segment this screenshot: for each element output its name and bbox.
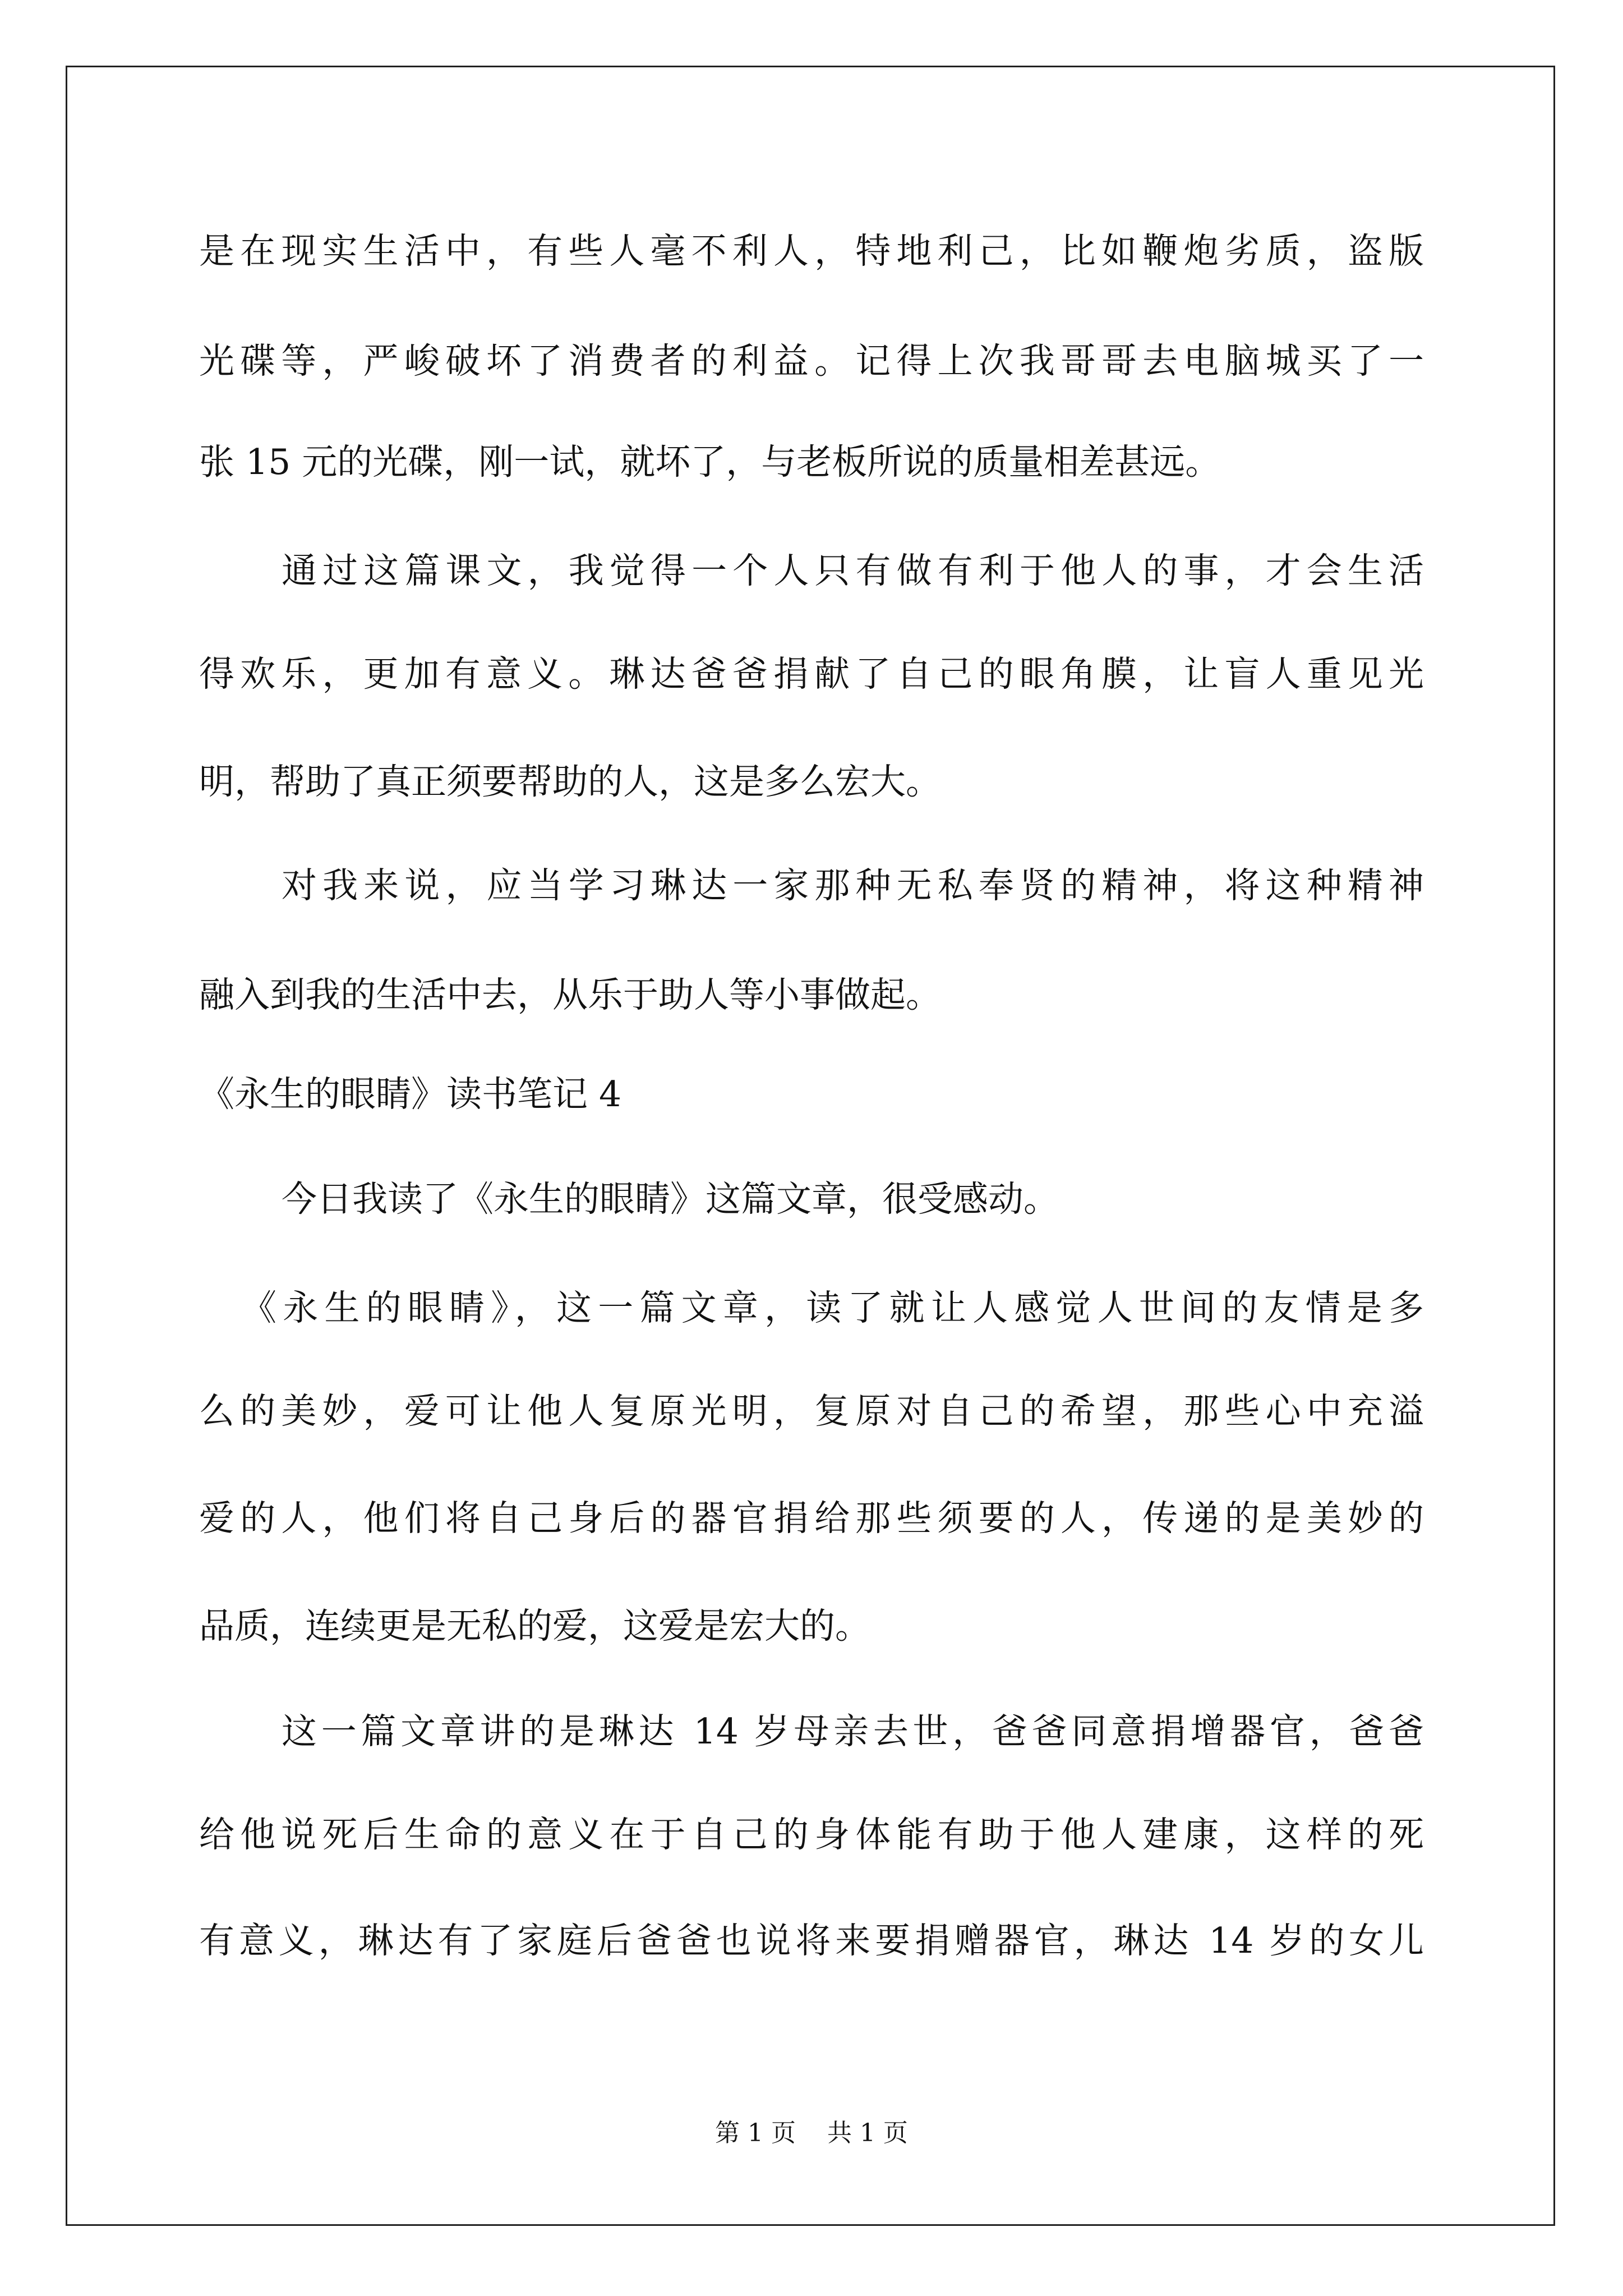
text-line: 么的美妙，爱可让他人复原光明，复原对自己的希望，那些心中充溢 <box>199 1391 1424 1432</box>
text-line: 得欢乐，更加有意义。琳达爸爸捐献了自己的眼角膜，让盲人重见光 <box>199 654 1424 694</box>
text-line: 有意义，琳达有了家庭后爸爸也说将来要捐赠器官，琳达 14 岁的女儿 <box>199 1920 1424 1961</box>
text-line: 光碟等，严峻破坏了消费者的利益。记得上次我哥哥去电脑城买了一 <box>199 341 1424 381</box>
text-line: 通过这篇课文，我觉得一个人只有做有利于他人的事，才会生活 <box>282 550 1424 591</box>
text-line: 融入到我的生活中去，从乐于助人等小事做起。 <box>199 974 941 1015</box>
section-heading: 《永生的眼睛》读书笔记 4 <box>199 1074 622 1115</box>
text-line: 今日我读了《永生的眼睛》这篇文章，很受感动。 <box>282 1179 1059 1220</box>
text-line: 明，帮助了真正须要帮助的人，这是多么宏大。 <box>199 761 941 802</box>
page-border <box>66 66 1555 2226</box>
text-line: 爱的人，他们将自己身后的器官捐给那些须要的人，传递的是美妙的 <box>199 1498 1424 1539</box>
text-line: 品质，连续更是无私的爱，这爱是宏大的。 <box>199 1605 870 1646</box>
text-line: 对我来说，应当学习琳达一家那种无私奉贤的精神，将这种精神 <box>282 865 1424 906</box>
page-footer: 第 1 页 共 1 页 <box>715 2119 908 2147</box>
text-line: 是在现实生活中，有些人毫不利人，特地利己，比如鞭炮劣质，盗版 <box>199 231 1424 272</box>
text-line: 给他说死后生命的意义在于自己的身体能有助于他人建康，这样的死 <box>199 1814 1424 1855</box>
text-line: 张 15 元的光碟，刚一试，就坏了，与老板所说的质量相差甚远。 <box>199 441 1221 482</box>
text-line: 这一篇文章讲的是琳达 14 岁母亲去世，爸爸同意捐增器官，爸爸 <box>282 1711 1424 1752</box>
text-line: 《永生的眼睛》，这一篇文章，读了就让人感觉人世间的友情是多 <box>241 1287 1424 1328</box>
